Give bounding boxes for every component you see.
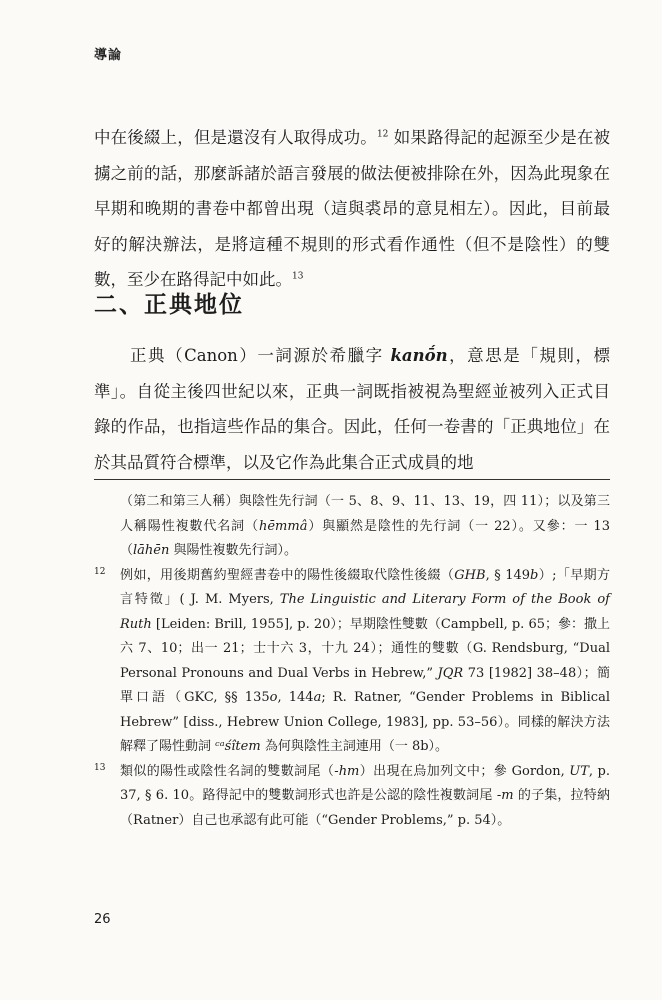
note-italic: JQR [437,665,464,681]
note-italic: a [313,690,322,705]
note-italic: o [269,690,278,705]
note-italic: The Linguistic and Literary Form of the Book of Ruth [120,592,610,632]
note-text: ）;「早期方言特徵」( J. M. Myers, [120,567,610,607]
canon-paragraph [94,338,610,480]
running-head: 導論 [94,48,123,63]
note-text: , 144 [277,690,314,705]
note-text: ）出現在烏加列文中；參 Gordon, [359,763,570,779]
paragraph-text: ，意思是「規則，標準」。自從主後四世紀以來，正典一詞既指被視為聖經並被列入正式目錄的作品，也指這些作品的集合。因此，任何一卷書的「正典地位」在於其品質符合標準，以及它作為此集合正式成員的地 [94,346,610,472]
note-text: 73 [1982] 38–48）；簡單口語（GKC, §§ 135 [120,665,610,705]
footnote-ref-13: 13 [292,271,304,282]
note-text: 為何與陰性主詞連用（一 8b）。 [260,739,449,754]
paragraph-text: 正典（Canon）一詞源於希臘字 [130,346,391,365]
greek-term: kanṓn [390,346,448,365]
footnote-ref-12: 12 [376,129,389,140]
footnote-12 [94,564,610,760]
footnote-continuation [120,490,610,564]
footnote-13 [94,760,610,834]
note-text: 與陽性複數先行詞）。 [169,543,298,558]
note-text: 例如，用後期舊約聖經書卷中的陽性後綴取代陰性後綴（ [120,567,455,583]
note-italic: -m [496,788,514,803]
note-italic: hēmmâ [258,518,308,534]
paragraph-text: 中在後綴上，但是還沒有人取得成功。 [94,128,377,147]
page-number: 26 [94,912,111,927]
paragraph-text: 如果路得記的起源至少是在被擄之前的話，那麼訴諸於語言發展的做法便被排除在外，因為此現象在早期和晚期的書卷中都曾出現（這與裘昂的意見相左）。因此，目前最好的解決辦法，是將這種不規則的形式看作通性（但不是陰性）的雙數，至少在路得記中如此。 [94,128,610,289]
note-text: , p. 37, § 6. 10。路得記中的雙數詞形式也許是公認的陰性複數詞尾 [120,763,610,803]
note-text: 的子集，拉特納（Ratner）自己也承認有此可能（“Gender Problems,” p. 54）。 [120,788,610,828]
note-italic: b [530,567,539,583]
note-text: （第二和第三人稱）與陰性先行詞（一 5、8、9、11、13、19，四 11）；以及第三人稱陽性複數代名詞（ [120,494,610,534]
note-text: ; R. Ratner, “Gender Problems in Biblical Hebrew” [diss., Hebrew Union College, 1983], pp. 53–56）。同樣的解決方法解釋了陽性動詞 [120,690,610,754]
note-text: , § 149 [485,567,531,583]
note-text: 類似的陽性或陰性名詞的雙數詞尾（ [120,763,335,779]
note-italic: ᶜᵃśîtem [215,739,261,754]
note-italic: lāhēn [133,543,170,558]
footnote-rule [94,479,610,480]
note-italic: GHB [454,567,486,583]
note-italic: UT [569,763,589,779]
section-heading: 二、正典地位 [94,292,244,318]
footnotes [94,490,610,833]
footnote-number: 12 [94,566,106,577]
intro-paragraph [94,120,610,298]
note-text: ）與顯然是陰性的先行詞（一 22）。又參：一 13（ [120,518,610,558]
note-italic: -hm [334,763,360,779]
note-text: [Leiden: Brill, 1955], p. 20）；早期陰性雙數（Campbell, p. 65；參：撒上六 7、10；出一 21；士十六 3，十九 24）；通性的雙數（G. Rendsburg, “Dual Personal Pronouns and Dual Verbs in Hebrew,” [120,616,610,681]
footnote-number: 13 [94,762,106,773]
